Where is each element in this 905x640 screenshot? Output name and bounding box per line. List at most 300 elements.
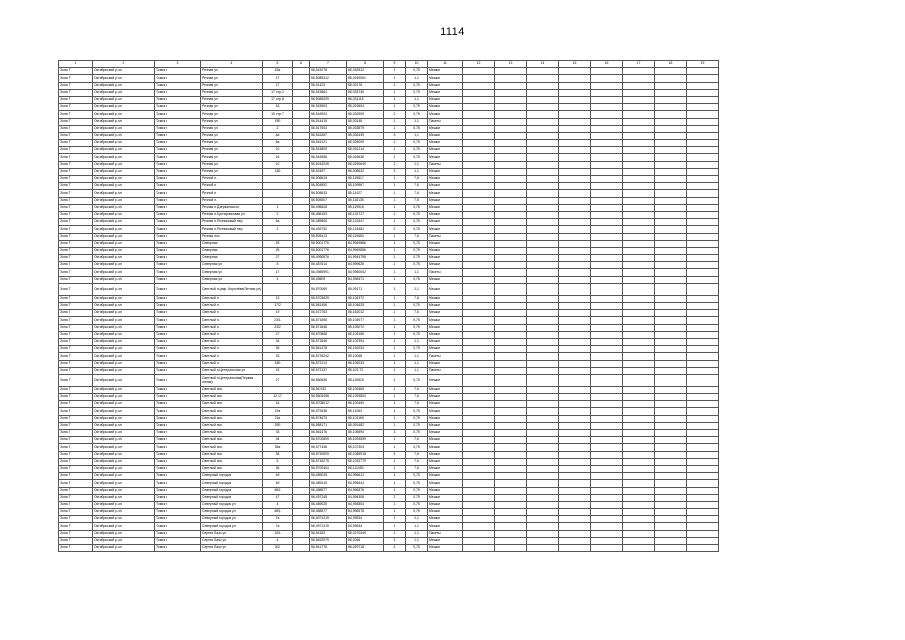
table-row xyxy=(59,394,719,401)
table-cell: 56,5085312 xyxy=(310,75,347,82)
table-cell: Мешки xyxy=(428,408,463,415)
table-cell: Зона Т xyxy=(59,458,93,465)
table-cell: 15а xyxy=(263,68,293,75)
table-cell xyxy=(655,190,687,197)
table-cell: Зона Т xyxy=(59,125,93,132)
table-row xyxy=(59,168,719,175)
table-cell xyxy=(559,360,591,367)
table-cell xyxy=(559,401,591,408)
table-cell xyxy=(591,480,623,487)
table-cell xyxy=(527,132,559,139)
table-cell xyxy=(655,422,687,429)
table-cell: 85,023604 xyxy=(347,104,384,111)
table-cell xyxy=(495,82,527,89)
table-cell: Светлый п. xyxy=(201,353,263,360)
table-cell: Мешки xyxy=(428,310,463,317)
table-cell: 56,5243249 xyxy=(310,161,347,168)
table-cell: 85,032512 xyxy=(347,68,384,75)
table-cell xyxy=(559,132,591,139)
column-header: 19 xyxy=(687,61,719,68)
table-cell xyxy=(687,104,719,111)
table-cell xyxy=(591,147,623,154)
table-cell: Октябрьский р-он xyxy=(93,324,155,331)
table-cell xyxy=(655,367,687,374)
table-row xyxy=(59,226,719,233)
table-cell: Зона Т xyxy=(59,75,93,82)
table-cell: 1 xyxy=(384,262,406,269)
table-cell: 56,577436 xyxy=(310,444,347,451)
table-row xyxy=(59,367,719,374)
table-cell xyxy=(527,283,559,295)
table-cell xyxy=(527,465,559,472)
table-cell: 56,4971219 xyxy=(310,516,347,523)
table-cell xyxy=(623,437,655,444)
table-cell xyxy=(463,415,495,422)
table-cell: 35а xyxy=(263,444,293,451)
table-cell xyxy=(527,89,559,96)
table-cell: 0,75 xyxy=(406,473,428,480)
table-cell: 85,1093804 xyxy=(347,394,384,401)
table-cell xyxy=(495,353,527,360)
table-cell xyxy=(559,82,591,89)
table-cell xyxy=(655,523,687,530)
table-cell: Томск г xyxy=(155,247,201,254)
table-cell: 19а xyxy=(263,408,293,415)
table-cell: 56,489025 xyxy=(310,473,347,480)
table-cell: Зона Т xyxy=(59,367,93,374)
table-row xyxy=(59,104,719,111)
table-cell xyxy=(687,82,719,89)
table-cell: 56,5718275 xyxy=(310,458,347,465)
table-row xyxy=(59,295,719,302)
table-cell: 56,4971219 xyxy=(310,523,347,530)
table-cell: 1 xyxy=(263,204,293,211)
table-cell xyxy=(591,283,623,295)
table-cell: 8/2 xyxy=(263,545,293,552)
table-cell xyxy=(687,219,719,226)
table-cell xyxy=(655,111,687,118)
table-cell xyxy=(655,132,687,139)
column-header: 1 xyxy=(59,61,93,68)
table-cell: Сергея Лазо ул xyxy=(201,537,263,544)
table-cell xyxy=(527,394,559,401)
table-cell xyxy=(655,204,687,211)
table-cell: Октябрьский р-он xyxy=(93,530,155,537)
table-cell xyxy=(687,240,719,247)
table-cell: Зона Т xyxy=(59,303,93,310)
column-header: 6 xyxy=(293,61,310,68)
table-cell xyxy=(293,401,310,408)
table-cell: Октябрьский р-он xyxy=(93,331,155,338)
table-cell: Зона Т xyxy=(59,430,93,437)
table-cell: Томск г xyxy=(155,537,201,544)
table-cell: 1 xyxy=(384,240,406,247)
table-cell xyxy=(559,415,591,422)
table-cell: Томск г xyxy=(155,451,201,458)
table-cell xyxy=(463,523,495,530)
table-cell xyxy=(623,480,655,487)
table-cell: Томск г xyxy=(155,283,201,295)
table-cell: 85,033735 xyxy=(347,89,384,96)
table-cell xyxy=(559,537,591,544)
table-cell xyxy=(623,374,655,386)
table-cell: 1 xyxy=(384,118,406,125)
table-cell: 56,5452979 xyxy=(310,537,347,544)
table-cell: Октябрьский р-он xyxy=(93,537,155,544)
table-cell: 56,49809 xyxy=(310,276,347,283)
table-cell xyxy=(623,96,655,103)
table-cell xyxy=(623,283,655,295)
table-cell xyxy=(495,530,527,537)
table-cell: Октябрьский р-он xyxy=(93,233,155,240)
table-cell xyxy=(591,219,623,226)
table-cell xyxy=(463,545,495,552)
table-cell: Речная ул xyxy=(201,111,263,118)
table-cell xyxy=(687,96,719,103)
table-cell: 35 xyxy=(263,346,293,353)
table-cell xyxy=(495,537,527,544)
table-cell xyxy=(527,233,559,240)
table-cell xyxy=(591,176,623,183)
table-cell: Мешки xyxy=(428,346,463,353)
table-cell xyxy=(623,125,655,132)
table-cell: Светлый п. xyxy=(201,317,263,324)
table-cell: Речная ул xyxy=(201,154,263,161)
table-row xyxy=(59,444,719,451)
table-cell: 1,1 xyxy=(406,118,428,125)
table-cell xyxy=(591,494,623,501)
table-cell xyxy=(559,211,591,218)
table-cell: Зона Т xyxy=(59,276,93,283)
table-cell xyxy=(591,465,623,472)
table-cell: 56,489415 xyxy=(310,480,347,487)
table-cell xyxy=(495,338,527,345)
table-cell xyxy=(623,487,655,494)
table-cell xyxy=(293,386,310,393)
table-cell: Октябрьский р-он xyxy=(93,451,155,458)
table-cell xyxy=(527,255,559,262)
table-cell xyxy=(687,197,719,204)
table-cell xyxy=(263,190,293,197)
table-cell: Светлый п. xyxy=(201,346,263,353)
table-cell: Октябрьский р-он xyxy=(93,211,155,218)
table-cell xyxy=(527,303,559,310)
table-cell xyxy=(495,415,527,422)
table-cell: Мешки xyxy=(428,211,463,218)
table-cell: Томск г xyxy=(155,262,201,269)
table-cell xyxy=(559,140,591,147)
table-cell xyxy=(293,367,310,374)
table-cell xyxy=(623,176,655,183)
table-cell: 56,516558 xyxy=(310,154,347,161)
table-cell: Октябрьский р-он xyxy=(93,317,155,324)
table-cell: Светлый пос. xyxy=(201,458,263,465)
table-cell: 56,515809 xyxy=(310,147,347,154)
table-cell xyxy=(495,132,527,139)
table-cell xyxy=(495,204,527,211)
table-cell xyxy=(655,494,687,501)
table-cell: Речная ул xyxy=(201,82,263,89)
table-cell: 84,9949886 xyxy=(347,247,384,254)
table-cell xyxy=(495,509,527,516)
table-cell xyxy=(559,386,591,393)
table-cell xyxy=(687,516,719,523)
table-cell xyxy=(655,75,687,82)
table-cell xyxy=(623,269,655,276)
table-cell xyxy=(495,451,527,458)
table-cell: Зона Т xyxy=(59,147,93,154)
table-cell: Зона Т xyxy=(59,310,93,317)
table-cell xyxy=(463,295,495,302)
table-row xyxy=(59,233,719,240)
table-cell xyxy=(527,111,559,118)
table-cell: Зона Т xyxy=(59,183,93,190)
table-cell: Северный городок ул xyxy=(201,523,263,530)
table-row xyxy=(59,125,719,132)
table-cell xyxy=(527,219,559,226)
table-cell: Мешки xyxy=(428,140,463,147)
table-cell: Зона Т xyxy=(59,140,93,147)
table-cell xyxy=(687,190,719,197)
table-cell xyxy=(527,401,559,408)
table-cell xyxy=(623,509,655,516)
table-cell: 16 xyxy=(263,154,293,161)
table-cell xyxy=(559,176,591,183)
table-cell xyxy=(527,190,559,197)
table-cell: Октябрьский р-он xyxy=(93,240,155,247)
table-row xyxy=(59,494,719,501)
table-cell: Томск г xyxy=(155,408,201,415)
table-cell: 56,5001776 xyxy=(310,240,347,247)
table-cell xyxy=(623,183,655,190)
table-cell xyxy=(559,283,591,295)
table-cell: 85,109469 xyxy=(347,386,384,393)
table-cell xyxy=(655,338,687,345)
table-cell: 56,570868 xyxy=(310,331,347,338)
table-cell: Октябрьский р-он xyxy=(93,444,155,451)
table-cell xyxy=(495,75,527,82)
table-cell xyxy=(293,211,310,218)
table-cell: 3 xyxy=(384,168,406,175)
table-cell xyxy=(591,269,623,276)
table-cell: 85,033879 xyxy=(347,125,384,132)
table-cell: 1 xyxy=(384,303,406,310)
table-cell: 19Б xyxy=(263,118,293,125)
table-row xyxy=(59,247,719,254)
table-cell: 17/2 xyxy=(263,303,293,310)
table-cell xyxy=(687,111,719,118)
table-cell: 56,5725242 xyxy=(310,353,347,360)
table-cell: 1 xyxy=(384,104,406,111)
table-cell xyxy=(463,509,495,516)
table-cell xyxy=(591,75,623,82)
table-cell xyxy=(591,211,623,218)
table-cell: 1 xyxy=(384,276,406,283)
table-cell: Томск г xyxy=(155,211,201,218)
table-row xyxy=(59,89,719,96)
table-cell xyxy=(293,331,310,338)
table-cell: 56,54183 xyxy=(310,530,347,537)
table-cell: 85,032439 xyxy=(347,132,384,139)
table-cell xyxy=(293,276,310,283)
table-row xyxy=(59,487,719,494)
table-cell xyxy=(687,262,719,269)
table-cell xyxy=(463,458,495,465)
table-cell xyxy=(495,96,527,103)
table-cell xyxy=(687,430,719,437)
table-cell: 34 xyxy=(263,338,293,345)
table-cell: Мешки xyxy=(428,204,463,211)
table-cell: Зона Т xyxy=(59,262,93,269)
table-cell xyxy=(687,480,719,487)
table-cell xyxy=(293,82,310,89)
table-cell: Томск г xyxy=(155,118,201,125)
table-cell: Мешки xyxy=(428,480,463,487)
table-cell xyxy=(527,501,559,508)
table-cell: Октябрьский р-он xyxy=(93,276,155,283)
table-cell: 1,1 xyxy=(406,523,428,530)
table-cell xyxy=(293,147,310,154)
table-cell: 1 xyxy=(384,353,406,360)
table-cell: Октябрьский р-он xyxy=(93,75,155,82)
table-row xyxy=(59,430,719,437)
table-cell: Речной п. xyxy=(201,183,263,190)
table-cell xyxy=(293,233,310,240)
table-cell: 4 xyxy=(263,501,293,508)
table-cell: Октябрьский р-он xyxy=(93,104,155,111)
table-cell xyxy=(463,401,495,408)
table-cell: 85,119654 xyxy=(347,233,384,240)
table-cell xyxy=(687,183,719,190)
table-cell xyxy=(687,360,719,367)
table-cell xyxy=(527,415,559,422)
table-cell: Светлый пос. xyxy=(201,430,263,437)
table-cell: 13 xyxy=(263,295,293,302)
table-cell: Зона Т xyxy=(59,197,93,204)
table-cell xyxy=(495,317,527,324)
table-cell xyxy=(655,269,687,276)
table-cell: 56,560636 xyxy=(310,374,347,386)
table-cell: Томск г xyxy=(155,444,201,451)
table-cell: Мешки xyxy=(428,111,463,118)
table-cell xyxy=(623,140,655,147)
table-cell: 56,574673 xyxy=(310,415,347,422)
table-cell xyxy=(495,111,527,118)
table-cell xyxy=(623,219,655,226)
table-cell: Зона Т xyxy=(59,269,93,276)
table-cell: 85,119916 xyxy=(347,204,384,211)
table-cell: Речной п. xyxy=(201,176,263,183)
table-cell xyxy=(687,545,719,552)
table-cell: Речная ул xyxy=(201,132,263,139)
table-cell: 1 xyxy=(384,501,406,508)
table-cell: 1 xyxy=(384,367,406,374)
table-cell: Северный городок xyxy=(201,494,263,501)
table-cell: 1,1 xyxy=(406,132,428,139)
table-cell xyxy=(591,317,623,324)
table-cell xyxy=(591,516,623,523)
table-row xyxy=(59,161,719,168)
table-cell xyxy=(687,523,719,530)
table-cell xyxy=(687,422,719,429)
table-row xyxy=(59,458,719,465)
table-cell xyxy=(623,82,655,89)
column-header: 16 xyxy=(591,61,623,68)
table-cell xyxy=(623,451,655,458)
column-header: 4 xyxy=(201,61,263,68)
table-cell xyxy=(623,89,655,96)
table-cell: 0,75 xyxy=(406,226,428,233)
table-cell: 56,5708012 xyxy=(310,401,347,408)
table-cell: Мешки xyxy=(428,89,463,96)
table-cell: 38 xyxy=(263,451,293,458)
table-cell xyxy=(527,104,559,111)
table-row xyxy=(59,386,719,393)
table-cell: Октябрьский р-он xyxy=(93,89,155,96)
table-cell xyxy=(591,118,623,125)
table-cell xyxy=(559,430,591,437)
table-cell: 0,75 xyxy=(406,111,428,118)
table-cell: Светлый пос. xyxy=(201,437,263,444)
table-cell: 56,4990876 xyxy=(310,255,347,262)
table-cell xyxy=(591,408,623,415)
table-cell: 7,6 xyxy=(406,176,428,183)
table-cell xyxy=(463,422,495,429)
table-cell: 7,6 xyxy=(406,310,428,317)
table-cell: Пакеты xyxy=(428,269,463,276)
table-cell: 2 xyxy=(384,545,406,552)
table-cell xyxy=(687,501,719,508)
table-cell xyxy=(527,118,559,125)
table-cell: 2 xyxy=(384,140,406,147)
table-cell: 0,75 xyxy=(406,255,428,262)
table-cell: 4б xyxy=(263,473,293,480)
table-cell: 0,75 xyxy=(406,82,428,89)
table-cell: Мешки xyxy=(428,458,463,465)
table-cell xyxy=(527,317,559,324)
table-cell xyxy=(655,168,687,175)
table-cell: Речная ул xyxy=(201,118,263,125)
table-cell: Северная ул xyxy=(201,262,263,269)
table-cell xyxy=(495,89,527,96)
table-cell: Томск г xyxy=(155,317,201,324)
table-cell: 0,75 xyxy=(406,262,428,269)
table-cell xyxy=(687,204,719,211)
table-cell: 56,515278 xyxy=(310,68,347,75)
table-cell xyxy=(495,487,527,494)
table-cell: Зона Т xyxy=(59,331,93,338)
table-cell xyxy=(655,386,687,393)
table-cell xyxy=(591,104,623,111)
table-cell xyxy=(559,197,591,204)
table-cell xyxy=(687,374,719,386)
table-cell xyxy=(527,147,559,154)
table-cell: Октябрьский р-он xyxy=(93,219,155,226)
table-cell xyxy=(655,458,687,465)
table-cell: 1 xyxy=(384,360,406,367)
table-cell: Зона Т xyxy=(59,68,93,75)
table-cell: Речная п.Речниковый пер xyxy=(201,226,263,233)
table-cell xyxy=(463,161,495,168)
table-cell: 17 стр.2 xyxy=(263,89,293,96)
table-cell xyxy=(655,509,687,516)
table-cell: 15 xyxy=(263,367,293,374)
table-cell: 1 xyxy=(384,422,406,429)
table-cell: Октябрьский р-он xyxy=(93,283,155,295)
table-cell: 1 xyxy=(384,458,406,465)
table-cell: 85,0266 xyxy=(347,537,384,544)
table-cell: 0,75 xyxy=(406,487,428,494)
